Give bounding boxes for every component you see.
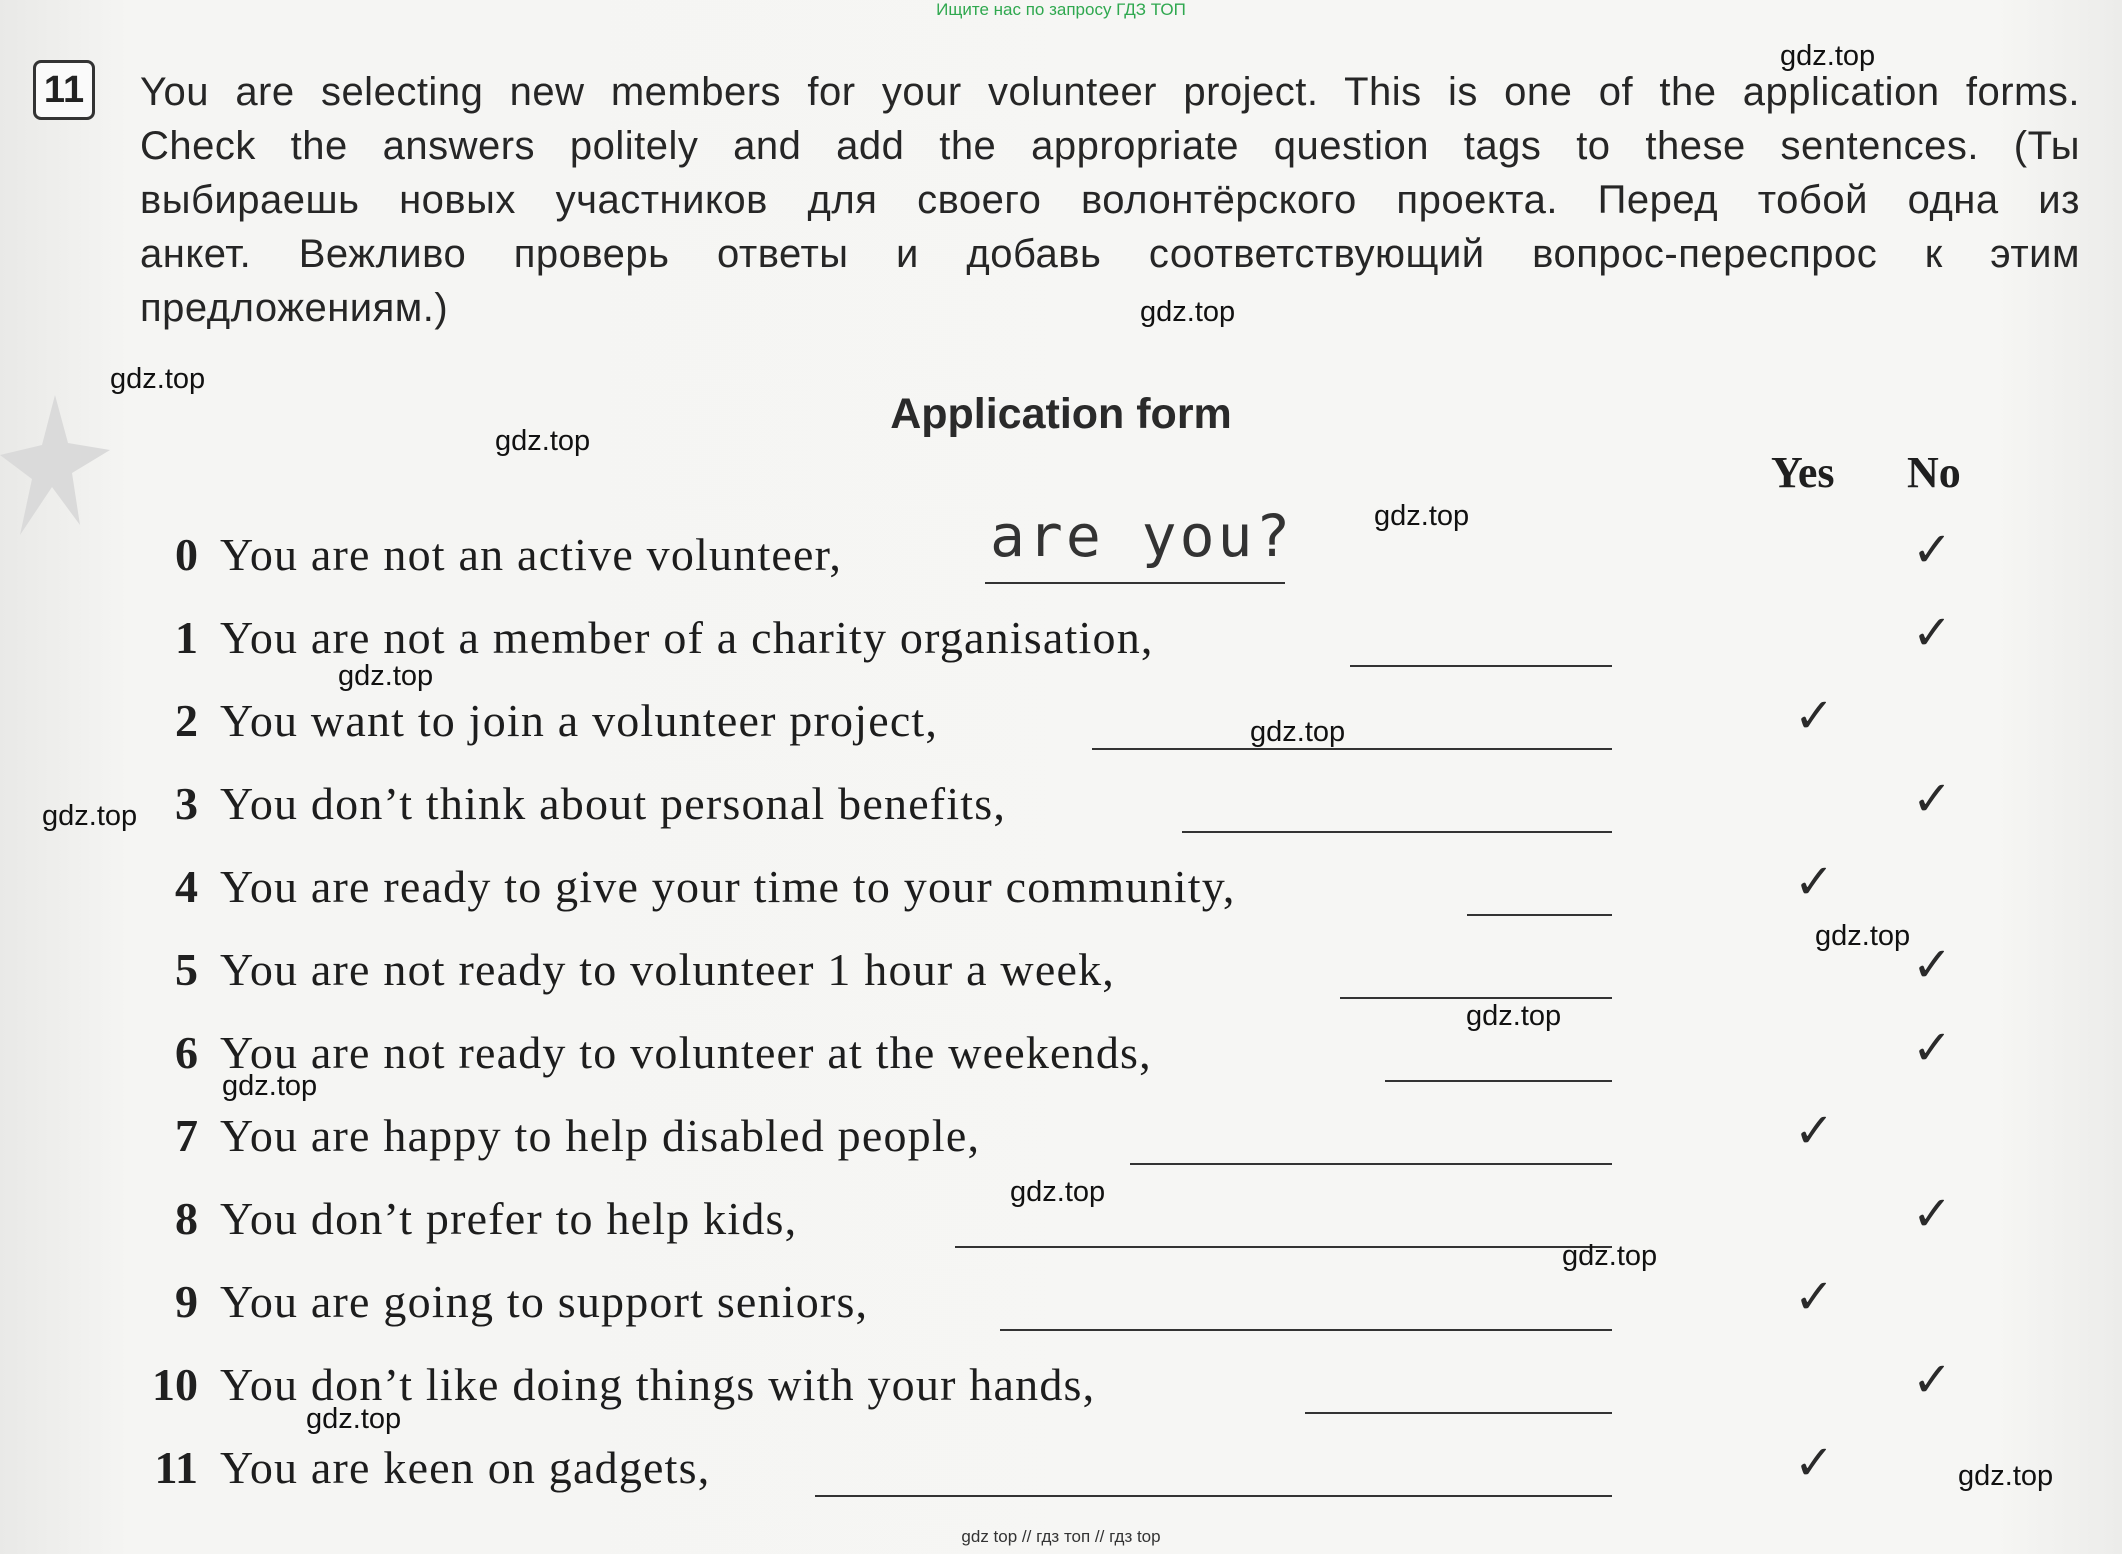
- watermark: gdz.top: [222, 1070, 318, 1102]
- row-statement: You want to join a volunteer project,: [220, 695, 939, 746]
- row-number: 7: [175, 1110, 198, 1161]
- form-title: Application form: [890, 390, 1232, 438]
- row-statement: You don’t think about personal benefits,: [220, 778, 1007, 829]
- watermark: gdz.top: [1010, 1176, 1106, 1208]
- watermark: gdz.top: [110, 363, 206, 395]
- answer-line[interactable]: [1182, 831, 1612, 833]
- answer-line[interactable]: [1340, 997, 1612, 999]
- no-check-icon: ✓: [1912, 522, 1953, 578]
- form-row-2: [0, 688, 2122, 764]
- answer-line[interactable]: [1467, 914, 1612, 916]
- row-number: 1: [175, 612, 198, 663]
- answer-line[interactable]: [955, 1246, 1612, 1248]
- yes-check-icon: ✓: [1794, 854, 1835, 910]
- row-number: 8: [175, 1193, 198, 1244]
- row-statement: You are happy to help disabled people,: [220, 1110, 981, 1161]
- answer-line[interactable]: [1000, 1329, 1612, 1331]
- row-number: 3: [175, 778, 198, 829]
- row-statement: You don’t prefer to help kids,: [220, 1193, 798, 1244]
- row-statement: You are ready to give your time to your community,: [220, 861, 1236, 912]
- yes-check-icon: ✓: [1794, 1103, 1835, 1159]
- row-number: 6: [175, 1027, 198, 1078]
- watermark: gdz.top: [1250, 716, 1346, 748]
- row-statement: You are not ready to volunteer 1 hour a week,: [220, 944, 1115, 995]
- form-row-3: [0, 771, 2122, 847]
- row-statement: You are keen on gadgets,: [220, 1442, 711, 1493]
- yes-check-icon: ✓: [1794, 1435, 1835, 1491]
- watermark: gdz.top: [42, 800, 138, 832]
- answer-line[interactable]: [1305, 1412, 1612, 1414]
- top-banner: Ищите нас по запросу ГДЗ ТОП: [936, 0, 1186, 19]
- form-row-9: [0, 1269, 2122, 1345]
- no-check-icon: ✓: [1912, 1020, 1953, 1076]
- row-statement: You are going to support seniors,: [220, 1276, 869, 1327]
- watermark: gdz.top: [1374, 500, 1470, 532]
- row-number: 2: [175, 695, 198, 746]
- exercise-number: 11: [33, 60, 95, 120]
- no-check-icon: ✓: [1912, 1186, 1953, 1242]
- form-row-5: [0, 937, 2122, 1013]
- watermark: gdz.top: [1466, 1000, 1562, 1032]
- instruction-line-3: выбираешь новых участников для своего волонтёрского проекта. Перед тобой одна из: [140, 178, 2080, 222]
- instruction-line-5: предложениям.): [140, 286, 449, 330]
- form-row-6: [0, 1020, 2122, 1096]
- answer-line[interactable]: [1130, 1163, 1612, 1165]
- answer-line[interactable]: [815, 1495, 1612, 1497]
- form-row-4: [0, 854, 2122, 930]
- form-row-7: [0, 1103, 2122, 1179]
- instruction-line-1: You are selecting new members for your volunteer project. This is one of the application forms.: [140, 70, 2080, 114]
- answer-line[interactable]: [1092, 748, 1612, 750]
- row-number: 0: [175, 529, 198, 580]
- form-row-11: [0, 1435, 2122, 1511]
- watermark: gdz.top: [338, 660, 434, 692]
- row-number: 9: [175, 1276, 198, 1327]
- no-check-icon: ✓: [1912, 605, 1953, 661]
- row-statement: You are not ready to volunteer at the weekends,: [220, 1027, 1152, 1078]
- column-header-no: No: [1907, 448, 1961, 497]
- answer-line[interactable]: [1350, 665, 1612, 667]
- row-number: 10: [152, 1359, 198, 1410]
- row-number: 4: [175, 861, 198, 912]
- no-check-icon: ✓: [1912, 1352, 1953, 1408]
- watermark: gdz.top: [1140, 296, 1236, 328]
- column-header-yes: Yes: [1771, 448, 1835, 497]
- row-statement: You are not an active volunteer,: [220, 529, 843, 580]
- no-check-icon: ✓: [1912, 771, 1953, 827]
- watermark: gdz.top: [1562, 1240, 1658, 1272]
- no-check-icon: ✓: [1912, 937, 1953, 993]
- watermark: gdz.top: [495, 425, 591, 457]
- watermark: gdz.top: [1780, 40, 1876, 72]
- handwritten-answer: are you?: [990, 502, 1294, 570]
- watermark: gdz.top: [1815, 920, 1911, 952]
- row-statement: You are not a member of a charity organisation,: [220, 612, 1154, 663]
- answer-line[interactable]: [1385, 1080, 1612, 1082]
- instruction-line-4: анкет. Вежливо проверь ответы и добавь соответствующий вопрос-переспрос к этим: [140, 232, 2080, 276]
- row-number: 5: [175, 944, 198, 995]
- watermark: gdz.top: [1958, 1460, 2054, 1492]
- watermark: gdz.top: [306, 1403, 402, 1435]
- row-statement: You don’t like doing things with your hands,: [220, 1359, 1096, 1410]
- answer-line[interactable]: [985, 582, 1285, 584]
- yes-check-icon: ✓: [1794, 1269, 1835, 1325]
- bottom-banner: gdz top // гдз топ // гдз top: [961, 1527, 1161, 1546]
- instruction-line-2: Check the answers politely and add the appropriate question tags to these sentences. (Ты: [140, 124, 2080, 168]
- yes-check-icon: ✓: [1794, 688, 1835, 744]
- form-row-1: [0, 605, 2122, 681]
- row-number: 11: [154, 1442, 198, 1493]
